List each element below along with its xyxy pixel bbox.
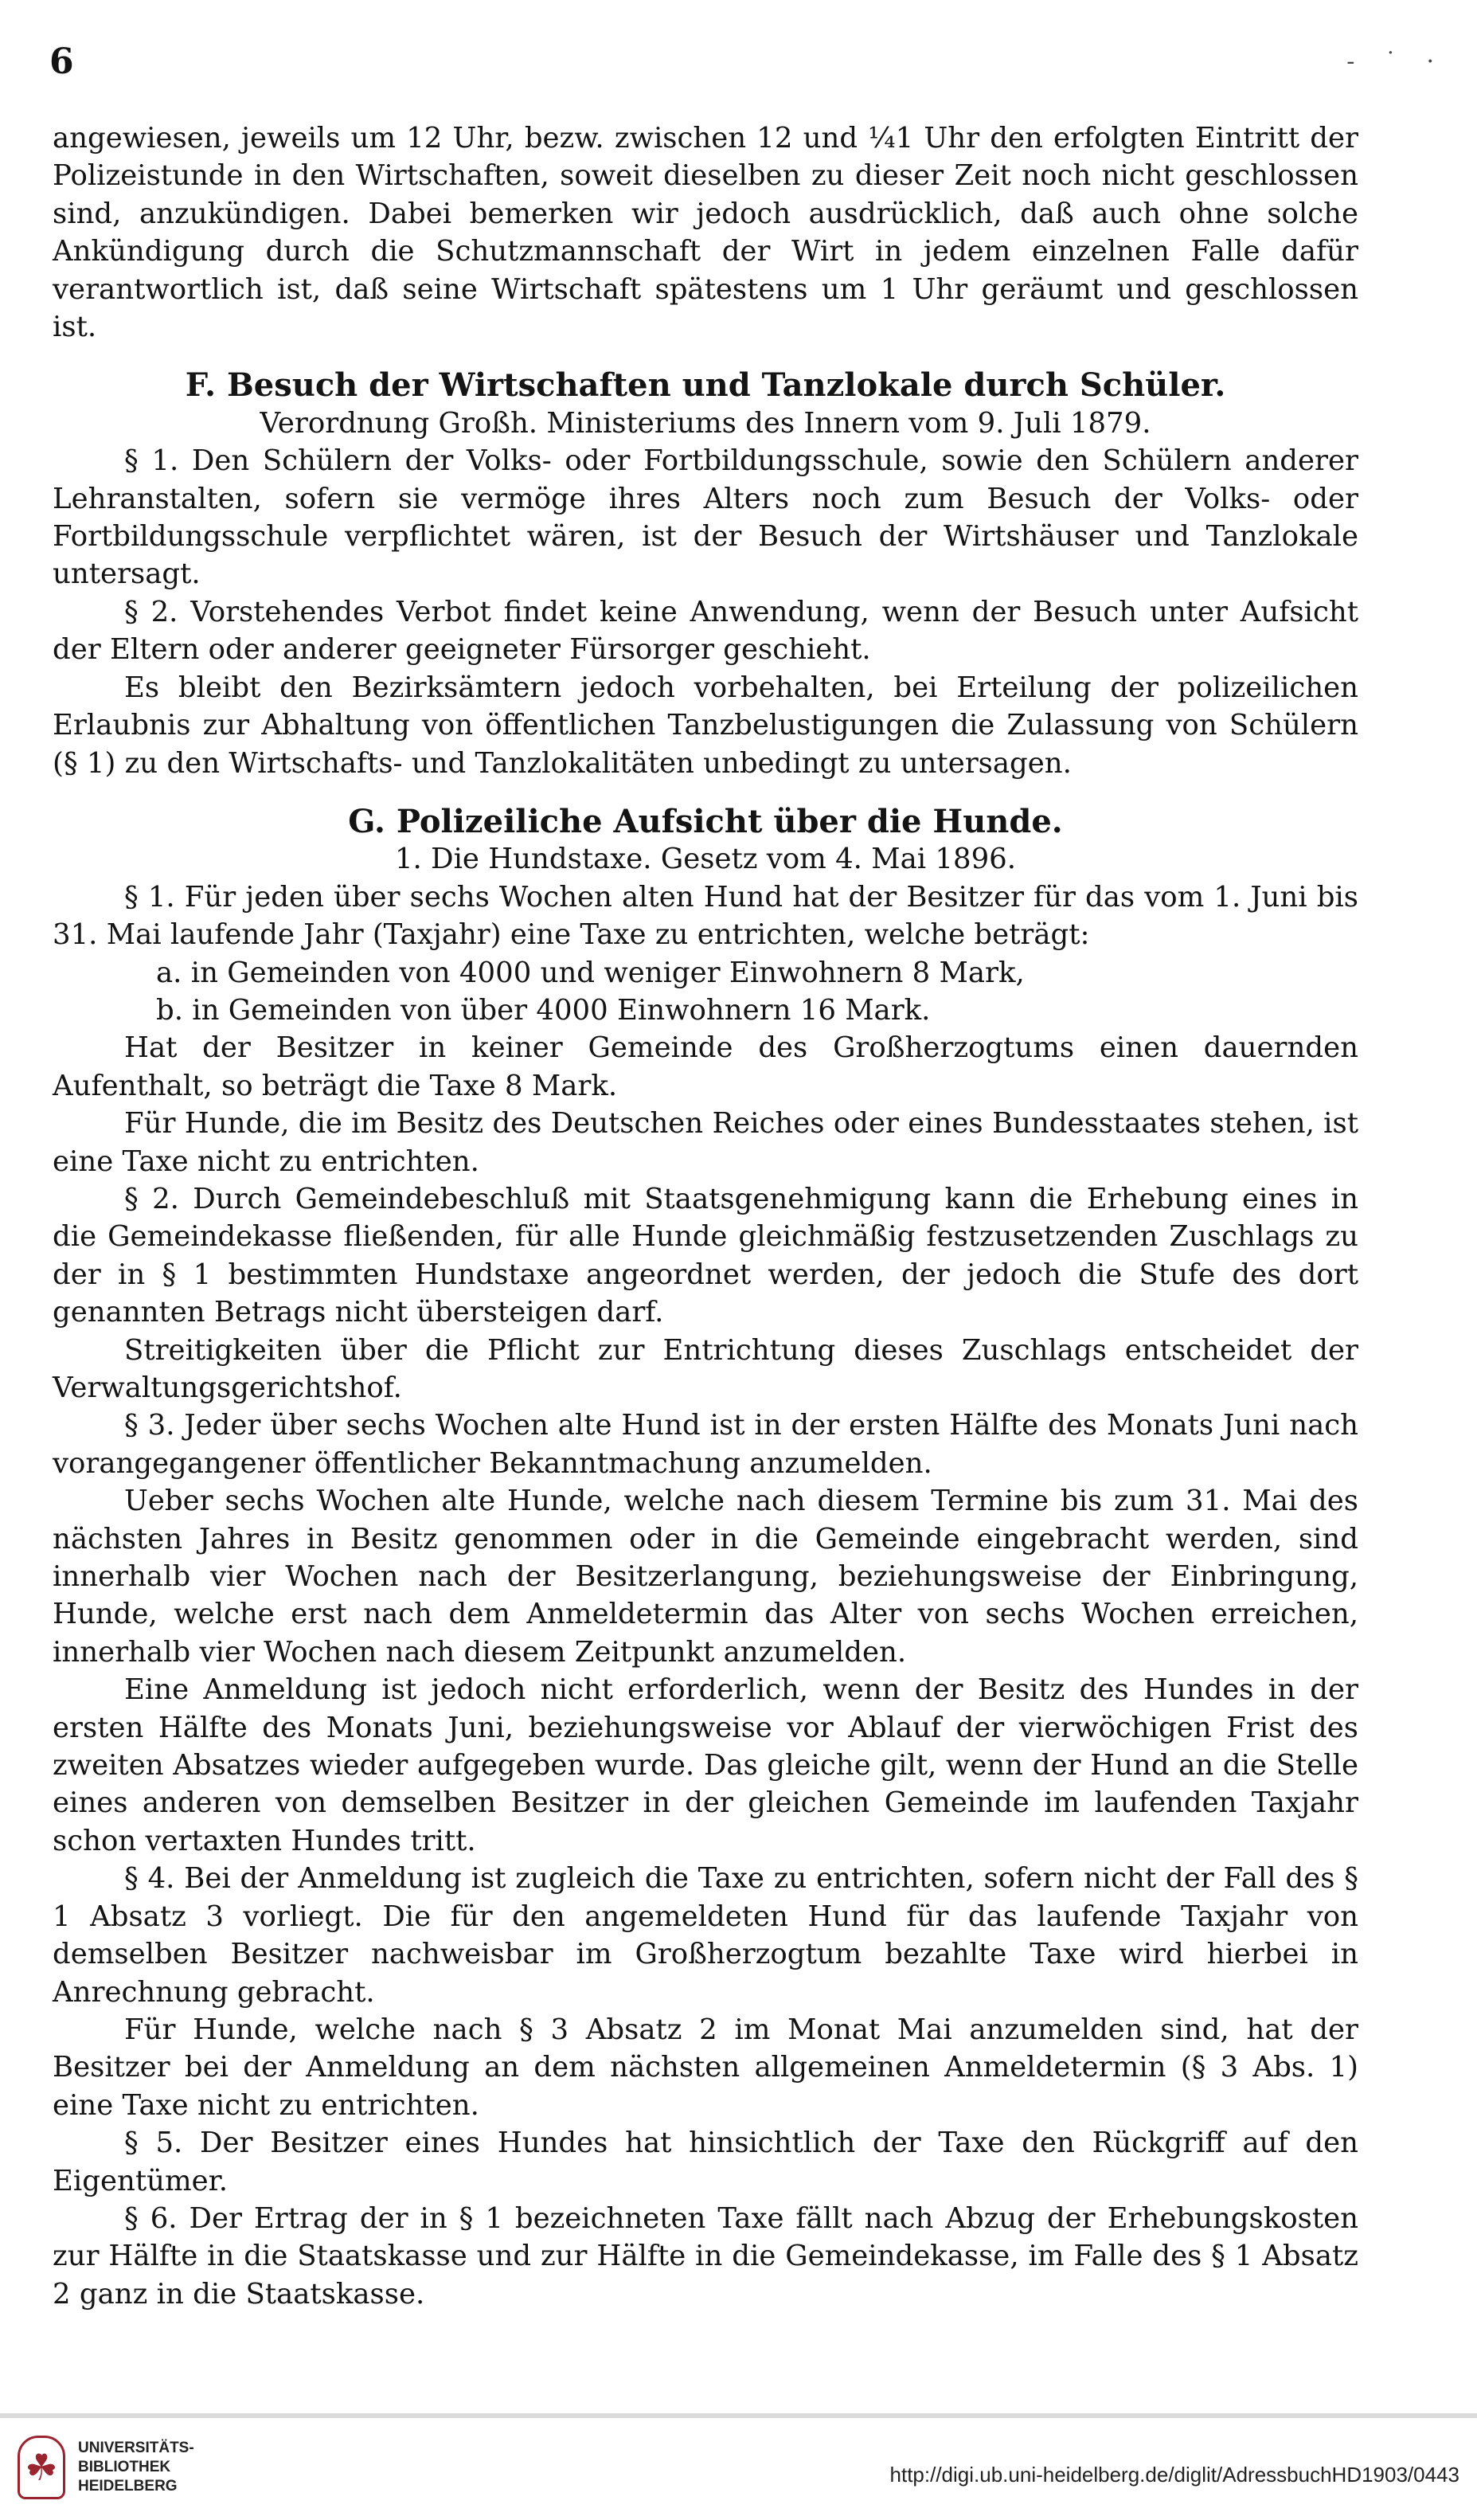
- footer-bar: [0, 2413, 1477, 2520]
- library-name: UNIVERSITÄTS- BIBLIOTHEK HEIDELBERG: [78, 2440, 194, 2495]
- paragraph: Für Hunde, welche nach § 3 Absatz 2 im Monat Mai anzumelden sind, hat der Besitzer bei der Anmeldung an dem nächsten allgemeinen Anmeldetermin (§ 3 Abs. 1) eine Taxe nicht zu entrichten.: [53, 2013, 1358, 2122]
- footer-divider: [0, 2413, 1477, 2418]
- subsection-title: 1. Die Hundstaxe. Gesetz vom 4. Mai 1896.: [394, 843, 1017, 876]
- source-url-link[interactable]: http://digi.ub.uni-heidelberg.de/diglit/AdressbuchHD1903/0443: [889, 2463, 1459, 2487]
- paragraph: § 4. Bei der Anmeldung ist zugleich die Taxe zu entrichten, sofern nicht der Fall des § 1 Absatz 3 vorliegt. Die für den angemeldeten Hund für das laufende Taxjahr von demselben Besitzer nachweisbar im Großherzogtum bezahlte Taxe wird hierbei in Anrechnung gebracht.: [53, 1862, 1358, 2009]
- paragraph: Eine Anmeldung ist jedoch nicht erforderlich, wenn der Besitz des Hundes in der ersten Hälfte des Monats Juni, beziehungsweise vor Ablauf der vierwöchigen Frist des zweiten Absatzes wieder aufgegeben wurde. Das gleiche gilt, wenn der Hund an die Stelle eines anderen von demselben Besitzer in der gleichen Gemeinde im laufenden Taxjahr schon vertaxten Hundes tritt.: [53, 1673, 1358, 1857]
- paragraph: § 1. Für jeden über sechs Wochen alten Hund hat der Besitzer für das vom 1. Juni bis 31. Mai laufende Jahr (Taxjahr) eine Taxe zu entrichten, welche beträgt:: [53, 880, 1358, 952]
- library-logo[interactable]: [18, 2436, 194, 2499]
- paragraph: Streitigkeiten über die Pflicht zur Entrichtung dieses Zuschlags entscheidet der Verwaltungsgerichtshof.: [53, 1333, 1358, 1404]
- list-item: a. in Gemeinden von 4000 und weniger Einwohnern 8 Mark,: [156, 956, 1025, 989]
- paragraph: Für Hunde, die im Besitz des Deutschen Reiches oder eines Bundesstaates stehen, ist eine Taxe nicht zu entrichten.: [53, 1107, 1358, 1178]
- library-seal-icon: ☘: [18, 2436, 65, 2499]
- paragraph: § 3. Jeder über sechs Wochen alte Hund ist in der ersten Hälfte des Monats Juni nach vorangegangener öffentlicher Bekanntmachung anzumelden.: [53, 1409, 1358, 1480]
- section-heading-f: F. Besuch der Wirtschaften und Tanzlokale durch Schüler.: [185, 366, 1226, 405]
- margin-marks: - ˙ ·: [1346, 48, 1445, 76]
- paragraph: § 1. Den Schülern der Volks- oder Fortbildungsschule, sowie den Schülern anderer Lehranstalten, sofern sie vermöge ihres Alters noch zum Besuch der Volks- oder Fortbildungsschule verpflichtet wären, ist der Besuch der Wirtshäuser und Tanzlokale untersagt.: [53, 444, 1358, 591]
- page-number: 6: [49, 41, 74, 82]
- paragraph: Ueber sechs Wochen alte Hunde, welche nach diesem Termine bis zum 31. Mai des nächsten Jahres in Besitz genommen oder in die Gemeinde eingebracht werden, sind innerhalb vier Wochen nach der Besitzerlangung, beziehungsweise der Einbringung, Hunde, welche erst nach dem Anmeldetermin das Alter von sechs Wochen erreichen, innerhalb vier Wochen nach diesem Zeitpunkt anzumelden.: [53, 1485, 1358, 1669]
- paragraph: § 2. Durch Gemeindebeschluß mit Staatsgenehmigung kann die Erhebung eines in die Gemeindekasse fließenden, für alle Hunde gleichmäßig festzusetzenden Zuschlags zu der in § 1 bestimmten Hundstaxe angeordnet werden, der jedoch die Stufe des dort genannten Betrags nicht übersteigen darf.: [53, 1182, 1358, 1329]
- section-heading-g: G. Polizeiliche Aufsicht über die Hunde.: [348, 802, 1063, 840]
- paragraph: § 6. Der Ertrag der in § 1 bezeichneten Taxe fällt nach Abzug der Erhebungskosten zur Hälfte in die Staatskasse und zur Hälfte in die Gemeindekasse, im Falle des § 1 Absatz 2 ganz in die Staatskasse.: [53, 2201, 1358, 2311]
- paragraph: Es bleibt den Bezirksämtern jedoch vorbehalten, bei Erteilung der polizeilichen Erlaubnis zur Abhaltung von öffentlichen Tanzbelustigungen die Zulassung von Schülern (§ 1) zu den Wirtschafts- und Tanzlokalitäten unbedingt zu untersagen.: [53, 671, 1358, 780]
- paragraph: angewiesen, jeweils um 12 Uhr, bezw. zwischen 12 und ¼1 Uhr den erfolgten Eintritt der Polizeistunde in den Wirtschaften, soweit dieselben zu dieser Zeit noch nicht geschlossen sind, anzukündigen. Dabei bemerken wir jedoch ausdrücklich, daß auch ohne solche Ankündigung durch die Schutzmannschaft der Wirt in jedem einzelnen Falle dafür verantwortlich ist, daß seine Wirtschaft spätestens um 1 Uhr geräumt und geschlossen ist.: [53, 122, 1358, 344]
- paragraph: Hat der Besitzer in keiner Gemeinde des Großherzogtums einen dauernden Aufenthalt, so beträgt die Taxe 8 Mark.: [53, 1031, 1358, 1102]
- document-body: [53, 119, 1358, 2313]
- ordinance-title: Verordnung Großh. Ministeriums des Innern vom 9. Juli 1879.: [260, 406, 1151, 440]
- list-item: b. in Gemeinden von über 4000 Einwohnern 16 Mark.: [156, 993, 931, 1027]
- paragraph: § 2. Vorstehendes Verbot findet keine Anwendung, wenn der Besuch unter Aufsicht der Eltern oder anderer geeigneter Fürsorger geschieht.: [53, 595, 1358, 667]
- paragraph: § 5. Der Besitzer eines Hundes hat hinsichtlich der Taxe den Rückgriff auf den Eigentümer.: [53, 2127, 1358, 2197]
